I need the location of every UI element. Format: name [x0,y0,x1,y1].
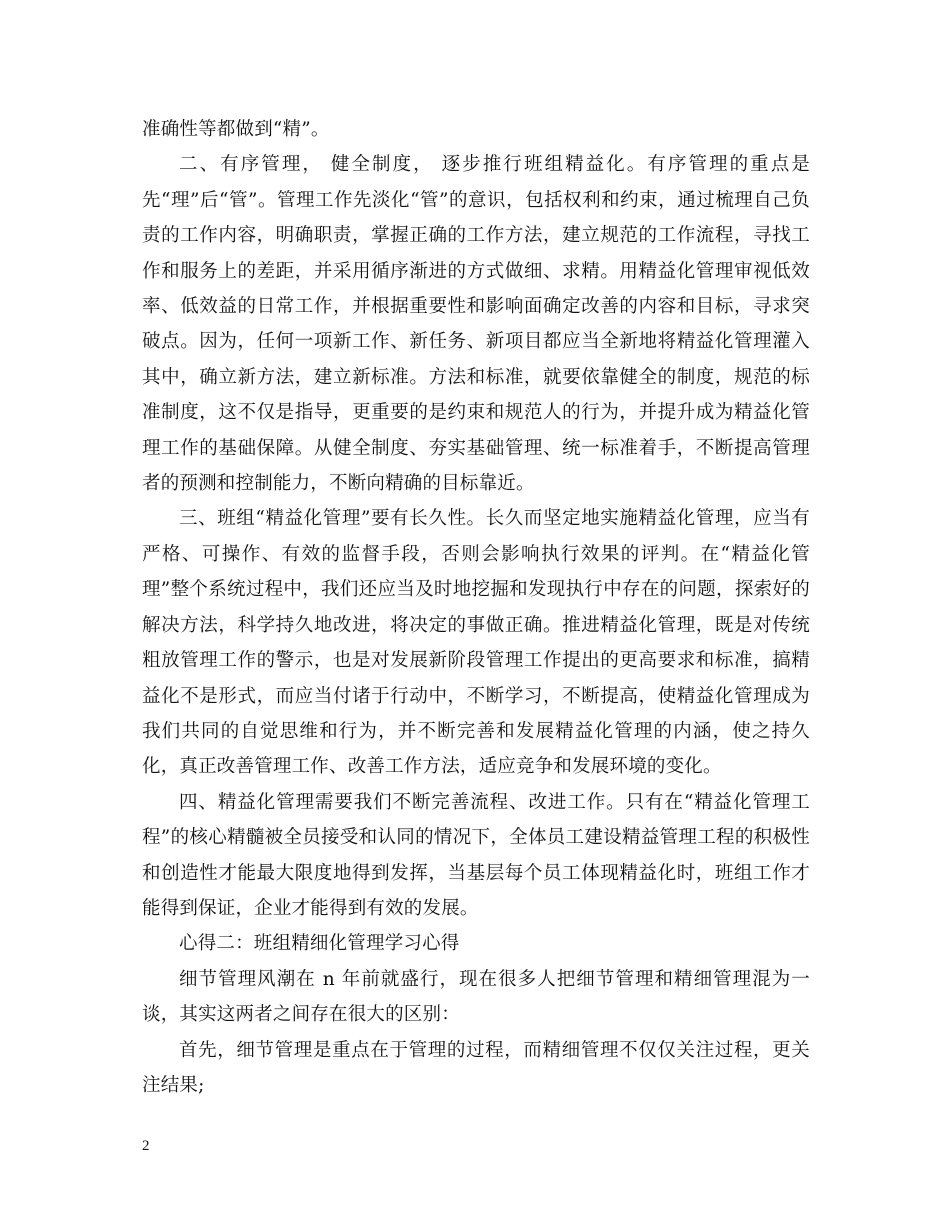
paragraph-section-four: 四、精益化管理需要我们不断完善流程、改进工作。只有在“精益化管理工程”的核心精髓被全员接受和认同的情况下，全体员工建设精益管理工程的积极性和创造性才能最大限度地得到发挥，当基层每个员工体现精益化时，班组工作才能得到保证，企业才能得到有效的发展。 [142,791,810,919]
paragraph-section-three: 三、班组“精益化管理”要有长久性。长久而坚定地实施精益化管理，应当有严格、可操作、有效的监督手段，否则会影响执行效果的评判。在“精益化管理”整个系统过程中，我们还应当及时地挖掘和发现执行中存在的问题，探索好的解决方法，科学持久地改进，将决定的事做正确。推进精益化管理，既是对传统粗放管理工作的警示，也是对发展新阶段管理工作提出的更高要求和标准，搞精益化不是形式，而应当付诸于行动中，不断学习，不断提高，使精益化管理成为我们共同的自觉思维和行为，并不断完善和发展精益化管理的内涵，使之持久化，真正改善管理工作、改善工作方法，适应竞争和发展环境的变化。 [142,508,810,778]
document-body [142,112,810,1103]
paragraph-first-point: 首先，细节管理是重点在于管理的过程，而精细管理不仅仅关注过程，更关注结果; [142,1039,810,1096]
paragraph-continuation: 准确性等都做到“精”。 [142,119,330,140]
section-heading-reflection-two: 心得二：班组精细化管理学习心得 [179,933,460,955]
page-number: 2 [142,1138,150,1154]
paragraph-section-two: 二、有序管理， 健全制度， 逐步推行班组精益化。有序管理的重点是先“理”后“管”。管理工作先淡化“管”的意识，包括权利和约束，通过梳理自己负责的工作内容，明确职责，掌握正确的工作方法，建立规范的工作流程，寻找工作和服务上的差距，并采用循序渐进的方式做细、求精。用精益化管理审视低效率、低效益的日常工作，并根据重要性和影响面确定改善的内容和目标，寻求突破点。因为，任何一项新工作、新任务、新项目都应当全新地将精益化管理灌入其中，确立新方法，建立新标准。方法和标准，就要依靠健全的制度，规范的标准制度，这不仅是指导，更重要的是约束和规范人的行为，并提升成为精益化管理工作的基础保障。从健全制度、夯实基础管理、统一标准着手，不断提高管理者的预测和控制能力，不断向精确的目标靠近。 [142,154,810,495]
paragraph-detail-management: 细节管理风潮在 n 年前就盛行，现在很多人把细节管理和精细管理混为一谈，其实这两者之间存在很大的区别： [142,968,810,1026]
